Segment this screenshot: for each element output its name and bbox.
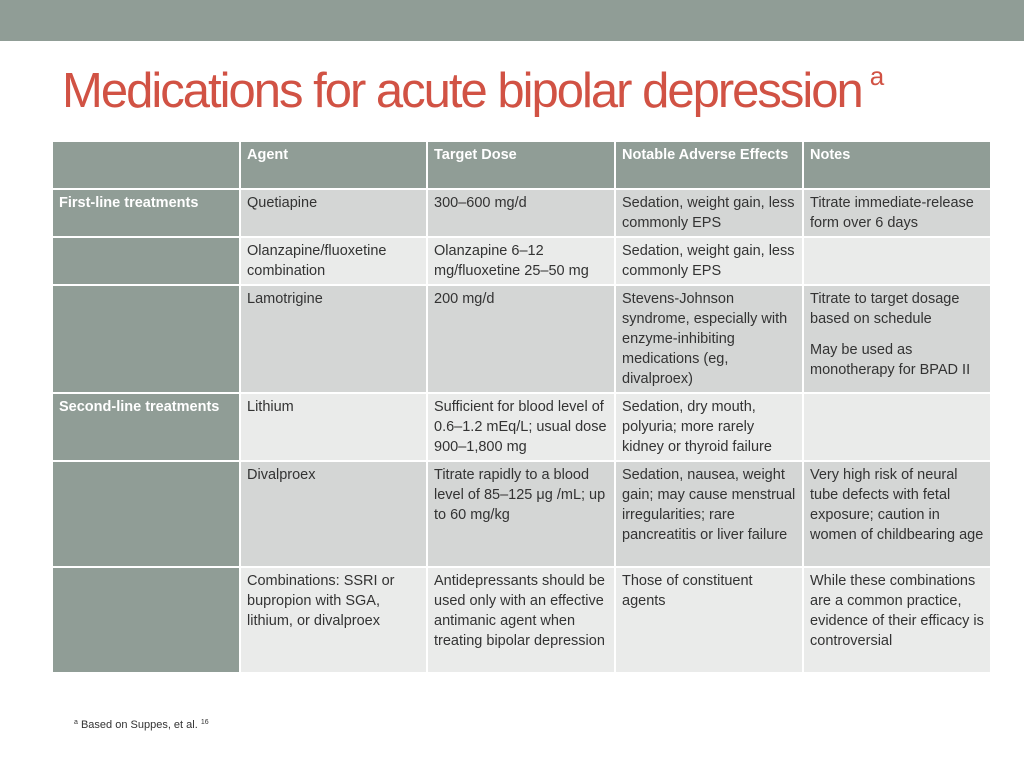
note-text: May be used as monotherapy for BPAD II xyxy=(810,342,971,378)
dose-cell: 300–600 mg/d xyxy=(427,189,615,237)
note-text: Titrate to target dosage based on schedule xyxy=(810,291,960,327)
row-label: First-line treatments xyxy=(52,189,240,237)
notes-cell xyxy=(803,567,991,673)
notes-cell xyxy=(803,189,991,237)
dose-cell: Olanzapine 6–12 mg/fluoxetine 25–50 mg xyxy=(427,237,615,285)
footnote-text: Based on Suppes, et al. xyxy=(80,719,198,731)
agent-cell: Olanzapine/fluoxetine combination xyxy=(240,237,427,285)
row-label xyxy=(52,567,240,673)
effects-cell: Sedation, dry mouth, polyuria; more rarely kidney or thyroid failure xyxy=(615,393,803,461)
table-row xyxy=(52,393,991,461)
dose-cell: Titrate rapidly to a blood level of 85–125 μg /mL; up to 60 mg/kg xyxy=(427,461,615,567)
table-header-row xyxy=(52,141,991,189)
table-row xyxy=(52,461,991,567)
agent-cell: Divalproex xyxy=(240,461,427,567)
agent-cell: Lithium xyxy=(240,393,427,461)
top-banner xyxy=(0,0,1024,41)
slide-title-text: Medications for acute bipolar depression xyxy=(62,64,862,118)
footnote-marker: a xyxy=(74,719,78,726)
note-text: While these combinations are a common practice, evidence of their efficacy is controversial xyxy=(810,573,984,649)
table-row xyxy=(52,285,991,393)
table-row xyxy=(52,567,991,673)
effects-cell: Those of constituent agents xyxy=(615,567,803,673)
effects-cell: Sedation, weight gain, less commonly EPS xyxy=(615,189,803,237)
notes-cell xyxy=(803,285,991,393)
dose-cell: Sufficient for blood level of 0.6–1.2 mEq/L; usual dose 900–1,800 mg xyxy=(427,393,615,461)
effects-cell: Sedation, nausea, weight gain; may cause menstrual irregularities; rare pancreatitis or liver failure xyxy=(615,461,803,567)
header-adverse-effects: Notable Adverse Effects xyxy=(615,141,803,189)
notes-cell xyxy=(803,237,991,285)
effects-cell: Stevens-Johnson syndrome, especially with enzyme-inhibiting medications (eg, divalproex) xyxy=(615,285,803,393)
footnote-reference: 16 xyxy=(200,719,209,726)
note-text: Very high risk of neural tube defects with fetal exposure; caution in women of childbearing age xyxy=(810,467,984,543)
row-label xyxy=(52,237,240,285)
agent-cell: Lamotrigine xyxy=(240,285,427,393)
slide-title xyxy=(62,62,884,119)
header-agent: Agent xyxy=(240,141,427,189)
agent-cell: Combinations: SSRI or bupropion with SGA, lithium, or divalproex xyxy=(240,567,427,673)
table-row xyxy=(52,237,991,285)
row-label: Second-line treatments xyxy=(52,393,240,461)
row-label xyxy=(52,285,240,393)
notes-cell xyxy=(803,461,991,567)
row-label xyxy=(52,461,240,567)
table-row xyxy=(52,189,991,237)
header-notes: Notes xyxy=(803,141,991,189)
header-target-dose: Target Dose xyxy=(427,141,615,189)
header-corner xyxy=(52,141,240,189)
agent-cell: Quetiapine xyxy=(240,189,427,237)
medications-table xyxy=(51,140,992,674)
note-text: Titrate immediate-release form over 6 days xyxy=(810,195,974,231)
footnote xyxy=(74,719,209,731)
dose-cell: Antidepressants should be used only with an effective antimanic agent when treating bipolar depression xyxy=(427,567,615,673)
title-superscript: a xyxy=(869,61,885,91)
notes-cell xyxy=(803,393,991,461)
effects-cell: Sedation, weight gain, less commonly EPS xyxy=(615,237,803,285)
dose-cell: 200 mg/d xyxy=(427,285,615,393)
